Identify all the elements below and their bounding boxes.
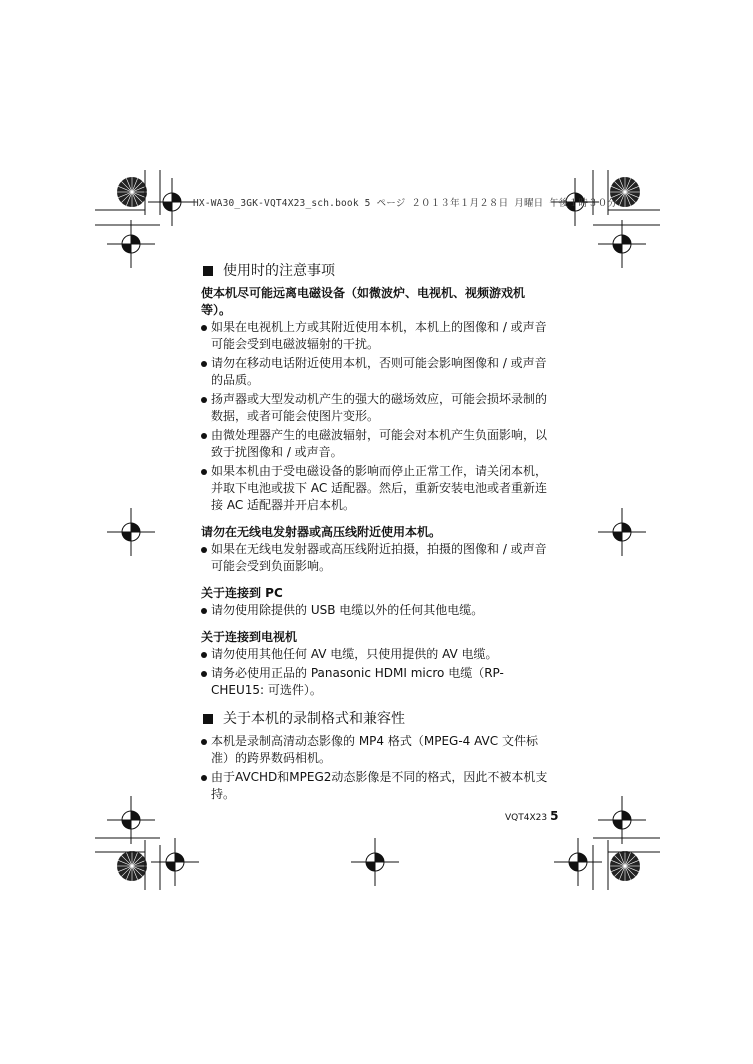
list-item-text: 由微处理器产生的电磁波辐射，可能会对本机产生负面影响，以致于扰图像和 / 或声音。 <box>211 428 548 459</box>
page-footer <box>505 809 558 823</box>
list-item <box>201 391 553 425</box>
list-item-text: 如果在电视机上方或其附近使用本机，本机上的图像和 / 或声音可能会受到电磁波辐射的干扰。 <box>211 320 547 351</box>
list-item <box>201 541 553 575</box>
list-item <box>201 646 553 663</box>
section-title-text: 关于本机的录制格式和兼容性 <box>223 711 405 727</box>
bullet-list-pc <box>201 602 553 619</box>
bullet-list-radio <box>201 541 553 575</box>
subheading-connect-tv: 关于连接到电视机 <box>201 630 298 644</box>
bullet-dot-icon <box>201 361 207 367</box>
bullet-dot-icon <box>201 652 207 658</box>
list-item-text: 由于AVCHD和MPEG2动态影像是不同的格式，因此不被本机支持。 <box>211 770 548 801</box>
list-item-text: 请勿使用其他任何 AV 电缆，只使用提供的 AV 电缆。 <box>211 647 498 661</box>
bullet-list-format <box>201 733 553 803</box>
list-item-text: 请勿在移动电话附近使用本机，否则可能会影响图像和 / 或声音的品质。 <box>211 356 547 387</box>
list-item-text: 请务必使用正品的 Panasonic HDMI micro 电缆（RP-CHEU15: 可选件）。 <box>211 666 504 697</box>
bullet-list-tv <box>201 646 553 699</box>
section-title-text: 使用时的注意事项 <box>223 263 335 279</box>
bullet-dot-icon <box>201 547 207 553</box>
list-item <box>201 665 553 699</box>
list-item <box>201 769 553 803</box>
subheading-keep-away-electromagnetic: 使本机尽可能远离电磁设备（如微波炉、电视机、视频游戏机等）。 <box>201 286 526 317</box>
list-item-text: 如果本机由于受电磁设备的影响而停止正常工作，请关闭本机，并取下电池或拔下 AC 适配器。然后，重新安装电池或者重新连接 AC 适配器并开启本机。 <box>211 464 548 512</box>
section-title-recording-format <box>201 710 553 728</box>
main-content <box>201 262 553 805</box>
list-item <box>201 602 553 619</box>
square-bullet-icon <box>203 266 213 276</box>
list-item <box>201 319 553 353</box>
list-item <box>201 427 553 461</box>
list-item-text: 扬声器或大型发动机产生的强大的磁场效应，可能会损坏录制的数据，或者可能会使图片变形。 <box>211 392 548 423</box>
bullet-dot-icon <box>201 608 207 614</box>
file-header-line: HX-WA30_3GK-VQT4X23_sch.book 5 ページ ２０１３年１月２８日 月曜日 午後１時３０分 <box>193 198 618 209</box>
page-number: 5 <box>550 809 559 823</box>
list-item <box>201 733 553 767</box>
bullet-dot-icon <box>201 433 207 439</box>
list-item-text: 请勿使用除提供的 USB 电缆以外的任何其他电缆。 <box>211 603 484 617</box>
bullet-list-electromagnetic <box>201 319 553 514</box>
list-item-text: 本机是录制高清动态影像的 MP4 格式（MPEG-4 AVC 文件标准）的跨界数码相机。 <box>211 734 538 765</box>
bullet-dot-icon <box>201 397 207 403</box>
square-bullet-icon <box>203 714 213 724</box>
list-item <box>201 355 553 389</box>
list-item <box>201 463 553 514</box>
bullet-dot-icon <box>201 671 207 677</box>
section-title-usage-precautions <box>201 262 553 280</box>
list-item-text: 如果在无线电发射器或高压线附近拍摄，拍摄的图像和 / 或声音可能会受到负面影响。 <box>211 542 547 573</box>
bullet-dot-icon <box>201 739 207 745</box>
bullet-dot-icon <box>201 775 207 781</box>
subheading-radio-transmitter: 请勿在无线电发射器或高压线附近使用本机。 <box>201 525 442 539</box>
document-code: VQT4X23 <box>505 813 548 823</box>
bullet-dot-icon <box>201 325 207 331</box>
bullet-dot-icon <box>201 469 207 475</box>
subheading-connect-pc: 关于连接到 PC <box>201 586 283 600</box>
